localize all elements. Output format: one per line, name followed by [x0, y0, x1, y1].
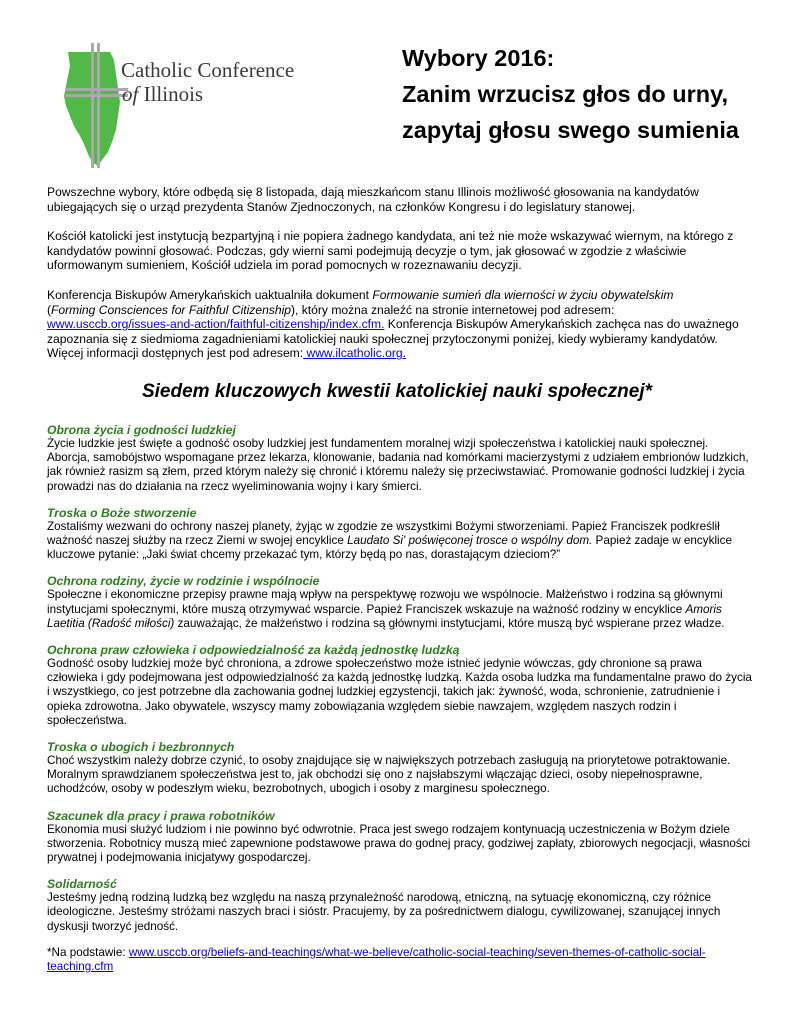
theme-text-b: Papież zadaje w encyklice kluczowe pytanie: „Jaki świat chcemy przekazać tym, którzy będą po nas, dorastającym dzieciom?”	[47, 534, 732, 562]
theme-text-italic: Amoris Laetitia (Radość miłości)	[47, 602, 722, 630]
title-line-2: Zanim wrzucisz głos do urny,	[402, 81, 728, 107]
intro-paragraph-3	[47, 288, 747, 361]
theme-item	[47, 506, 752, 563]
p3-text-c: Konferencja Biskupów Amerykańskich zachęca nas do uważnego zapoznania się z siedmioma zagadnieniami katolickiej nauki społecznej przytoczonymi poniżej, kiedy wybieramy kandydatów. Więcej informacji dostępnych jest pod adresem:	[47, 317, 739, 361]
theme-text: Życie ludzkie jest święte a godność osoby ludzkiej jest fundamentem moralnej wizji społeczeństwa i katolickiej nauki społecznej. Aborcja, samobójstwo wspomagane przez lekarza, klonowanie, badania nad komórkami macierzystymi z udziałem embrionów ludzkich, jak również rasizm są złem, przed którym należy się chronić i któremu należy się przeciwstawiać. Promowanie godności ludzkiej i życia prowadzi nas do działania na rzecz wyeliminowania wojny i kary śmierci.	[47, 437, 749, 493]
theme-item	[47, 643, 752, 728]
theme-title: Ochrona rodziny, życie w rodzinie i wspólnocie	[47, 574, 320, 589]
footnote	[47, 946, 752, 974]
theme-text-a: Społeczne i ekonomiczne przepisy prawne mają wpływ na perspektywę rozwoju we wspólnocie. Małżeństwo i rodzina są głównymi instytucjami społecznymi, które muszą otrzymywać wsparcie. Papież Franciszek wskazuje na ważność rodziny w encyklice	[47, 588, 723, 616]
p3-text-a: Konferencja Biskupów Amerykańskich uaktualniła dokument	[47, 287, 373, 302]
theme-text-b: zauważając, że małżeństwo i rodzina są głównymi instytucjami, które muszą być wspierane przez władze.	[174, 616, 725, 630]
p3-text-b: ), który można znaleźć na stronie internetowej pod adresem:	[291, 302, 615, 317]
logo-illinois: Illinois	[143, 82, 204, 106]
theme-text	[47, 588, 752, 631]
theme-item	[47, 809, 752, 866]
p3-paren: (	[47, 302, 52, 317]
main-content	[47, 185, 752, 973]
catholic-conference-logo	[58, 40, 318, 170]
theme-text: Jesteśmy jedną rodziną ludzką bez względu na naszą przynależność narodową, etniczną, na sytuację ekonomiczną, czy różnice ideologiczne. Jesteśmy stróżami naszych braci i sióstr. Pracujemy, by za pośrednictwem dialogu, cywilizowanej, szanującej innych dyskusji tworzyć jedność.	[47, 891, 721, 933]
theme-text	[47, 520, 752, 563]
logo-wordmark	[121, 58, 294, 106]
title-line-3: zapytaj głosu swego sumienia	[402, 117, 739, 143]
theme-title: Troska o Boże stworzenie	[47, 505, 197, 520]
logo-of: of	[122, 82, 139, 106]
p3-doc-title-en: Forming Consciences for Faithful Citizenship	[51, 302, 291, 317]
theme-text-a: Zostaliśmy wezwani do ochrony naszej planety, żyjąc w zgodzie ze wszystkimi Bożymi stworzeniami. Papież Franciszek podkreślił ważność naszej służby na rzecz Ziemi w swojej encyklice	[47, 519, 720, 548]
theme-title: Ochrona praw człowieka i odpowiedzialność za każdą jednostkę ludzką	[47, 643, 460, 658]
intro-paragraph-2: Kościół katolicki jest instytucją bezpartyjną i nie popiera żadnego kandydata, ani też nie może wskazywać wiernym, na którego z kandydatów powinni głosować. Podczas, gdy wierni sami podejmują decyzje o tym, jak głosować w zgodzie z właściwie uformowanym sumieniem, Kościół udziela im porad pomocnych w rozeznawaniu decyzji.	[47, 229, 734, 273]
theme-item	[47, 740, 752, 797]
theme-text: Choć wszystkim należy dobrze czynić, to osoby znajdujące się w największych potrzebach zasługują na priorytetowe potraktowanie. Moralnym sprawdzianem społeczeństwa jest to, jak obchodzi się ono z najsłabszymi włączając dzieci, osoby niepełnosprawne, uchodźców, osoby w podeszłym wieku, bezrobotnych, ubogich i osoby z marginesu społecznego.	[47, 754, 731, 796]
theme-title: Szacunek dla pracy i prawa robotników	[47, 808, 275, 823]
theme-item	[47, 574, 752, 631]
title-line-1: Wybory 2016:	[402, 45, 555, 71]
ilcatholic-link[interactable]: www.ilcatholic.org.	[303, 346, 406, 361]
theme-text: Godność osoby ludzkiej może być chroniona, a zdrowe społeczeństwo może istnieć jedynie wówczas, gdy chronione są prawa człowieka i gdy podejmowana jest odpowiedzialność za każdą jednostkę ludzką. Każda osoba ludzka ma fundamentalne prawo do życia i wszystkiego, co jest potrzebne dla zachowania godnej ludzkiej egzystencji, takich jak: żywność, woda, schronienie, zatrudnienie i opieka zdrowotna. Jako obywatele, wszyscy mamy zobowiązania względem siebie nawzajem, względem naszych rodzin i społeczeństwa.	[47, 657, 752, 727]
theme-item	[47, 423, 752, 494]
theme-text: Ekonomia musi służyć ludziom i nie powinno być odwrotnie. Praca jest swego rodzajem kontynuacją uczestniczenia w Bożym dziele stworzenia. Robotnicy muszą mieć zapewnione podstawowe prawa do godnej pracy, godziwej zapłaty, zbiorowych negocjacji, własności prywatnej i podejmowania inicjatywy gospodarczej.	[47, 822, 751, 865]
intro-paragraph-1: Powszechne wybory, które odbędą się 8 listopada, dają mieszkańcom stanu Illinois możliwość głosowania na kandydatów ubiegających się o urząd prezydenta Stanów Zjednoczonych, na członków Kongresu i do legislatury stanowej.	[47, 185, 699, 214]
page-title	[402, 40, 739, 148]
theme-title: Troska o ubogich i bezbronnych	[47, 740, 235, 755]
p3-doc-title-pl: Formowanie sumień dla wierności w życiu obywatelskim	[372, 287, 674, 302]
theme-title: Solidarność	[47, 877, 117, 892]
themes-list	[47, 423, 752, 974]
footnote-link[interactable]: www.usccb.org/beliefs-and-teachings/what-we-believe/catholic-social-teaching/seven-themes-of-catholic-social-teaching.cfm	[47, 945, 706, 973]
section-heading: Siedem kluczowych kwestii katolickiej nauki społecznej*	[141, 381, 653, 402]
faithful-citizenship-link[interactable]: www.usccb.org/issues-and-action/faithful-citizenship/index.cfm.	[47, 317, 385, 332]
theme-text-italic: Laudato Si' poświęconej trosce o wspólny dom.	[347, 534, 593, 548]
footnote-prefix: *Na podstawie:	[47, 945, 129, 959]
theme-title: Obrona życia i godności ludzkiej	[47, 423, 236, 437]
logo-line-2	[121, 82, 294, 106]
theme-item	[47, 877, 752, 934]
logo-line-1: Catholic Conference	[121, 58, 295, 82]
